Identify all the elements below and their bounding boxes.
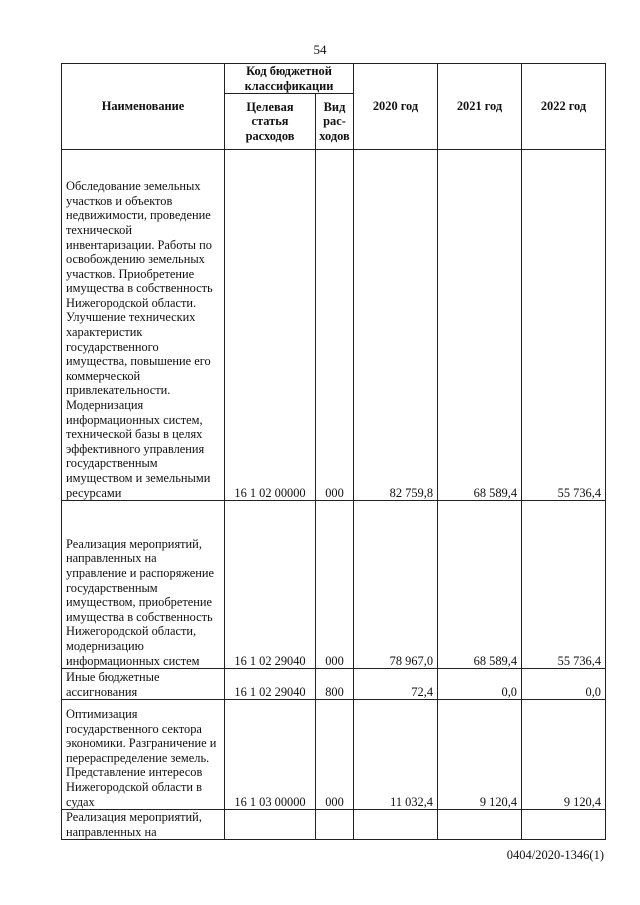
header-2021: 2021 год [438, 64, 522, 150]
page-number: 54 [313, 42, 327, 57]
row-name: Реализация мероприятий, направленных на управление и распоряжение государственным имуществом, приобретение имущества в собственность Нижегородской области, модернизацию информационных систем [62, 501, 225, 669]
row-code [225, 810, 316, 840]
header-name: Наименование [62, 64, 225, 150]
table-row [62, 150, 606, 501]
row-2021: 68 589,4 [438, 150, 522, 501]
row-2020: 11 032,4 [354, 700, 438, 810]
row-kind: 000 [316, 150, 354, 501]
row-2022: 0,0 [522, 669, 606, 700]
row-name: Обследование земельных участков и объектов недвижимости, проведение технической инвентаризации. Работы по освобождению земельных участков. Приобретение имущества в собственность Нижегородской области. Улучшение технических характеристик государственного имущества, повышение его коммерческой привлекательности. Модернизация информационных систем, технической базы в целях эффективного управления государственным имуществом и земельными ресурсами [62, 150, 225, 501]
row-2022: 55 736,4 [522, 150, 606, 501]
table-row [62, 700, 606, 810]
table-row [62, 501, 606, 669]
row-kind: 000 [316, 501, 354, 669]
document-number: 0404/2020-1346(1) [506, 848, 604, 862]
row-2020: 78 967,0 [354, 501, 438, 669]
row-kind: 800 [316, 669, 354, 700]
row-2022 [522, 810, 606, 840]
row-kind: 000 [316, 700, 354, 810]
row-2021: 68 589,4 [438, 501, 522, 669]
header-2022: 2022 год [522, 64, 606, 150]
row-2022: 55 736,4 [522, 501, 606, 669]
table-row [62, 669, 606, 700]
row-code: 16 1 02 00000 [225, 150, 316, 501]
table-row [62, 810, 606, 840]
header-kind: Вид рас-ходов [316, 94, 354, 150]
row-2021 [438, 810, 522, 840]
row-kind [316, 810, 354, 840]
row-name: Реализация мероприятий, направленных на [62, 810, 225, 840]
header-target: Целевая статья расходов [225, 94, 316, 150]
row-2020: 72,4 [354, 669, 438, 700]
row-code: 16 1 02 29040 [225, 669, 316, 700]
row-2021: 0,0 [438, 669, 522, 700]
row-2021: 9 120,4 [438, 700, 522, 810]
header-2020: 2020 год [354, 64, 438, 150]
row-code: 16 1 02 29040 [225, 501, 316, 669]
row-name: Иные бюджетные ассигнования [62, 669, 225, 700]
row-2020: 82 759,8 [354, 150, 438, 501]
budget-table [61, 63, 606, 840]
row-2022: 9 120,4 [522, 700, 606, 810]
row-code: 16 1 03 00000 [225, 700, 316, 810]
row-2020 [354, 810, 438, 840]
header-code-group: Код бюджетной классификации [225, 64, 354, 94]
row-name: Оптимизация государственного сектора экономики. Разграничение и перераспределение земель. Представление интересов Нижегородской области в судах [62, 700, 225, 810]
